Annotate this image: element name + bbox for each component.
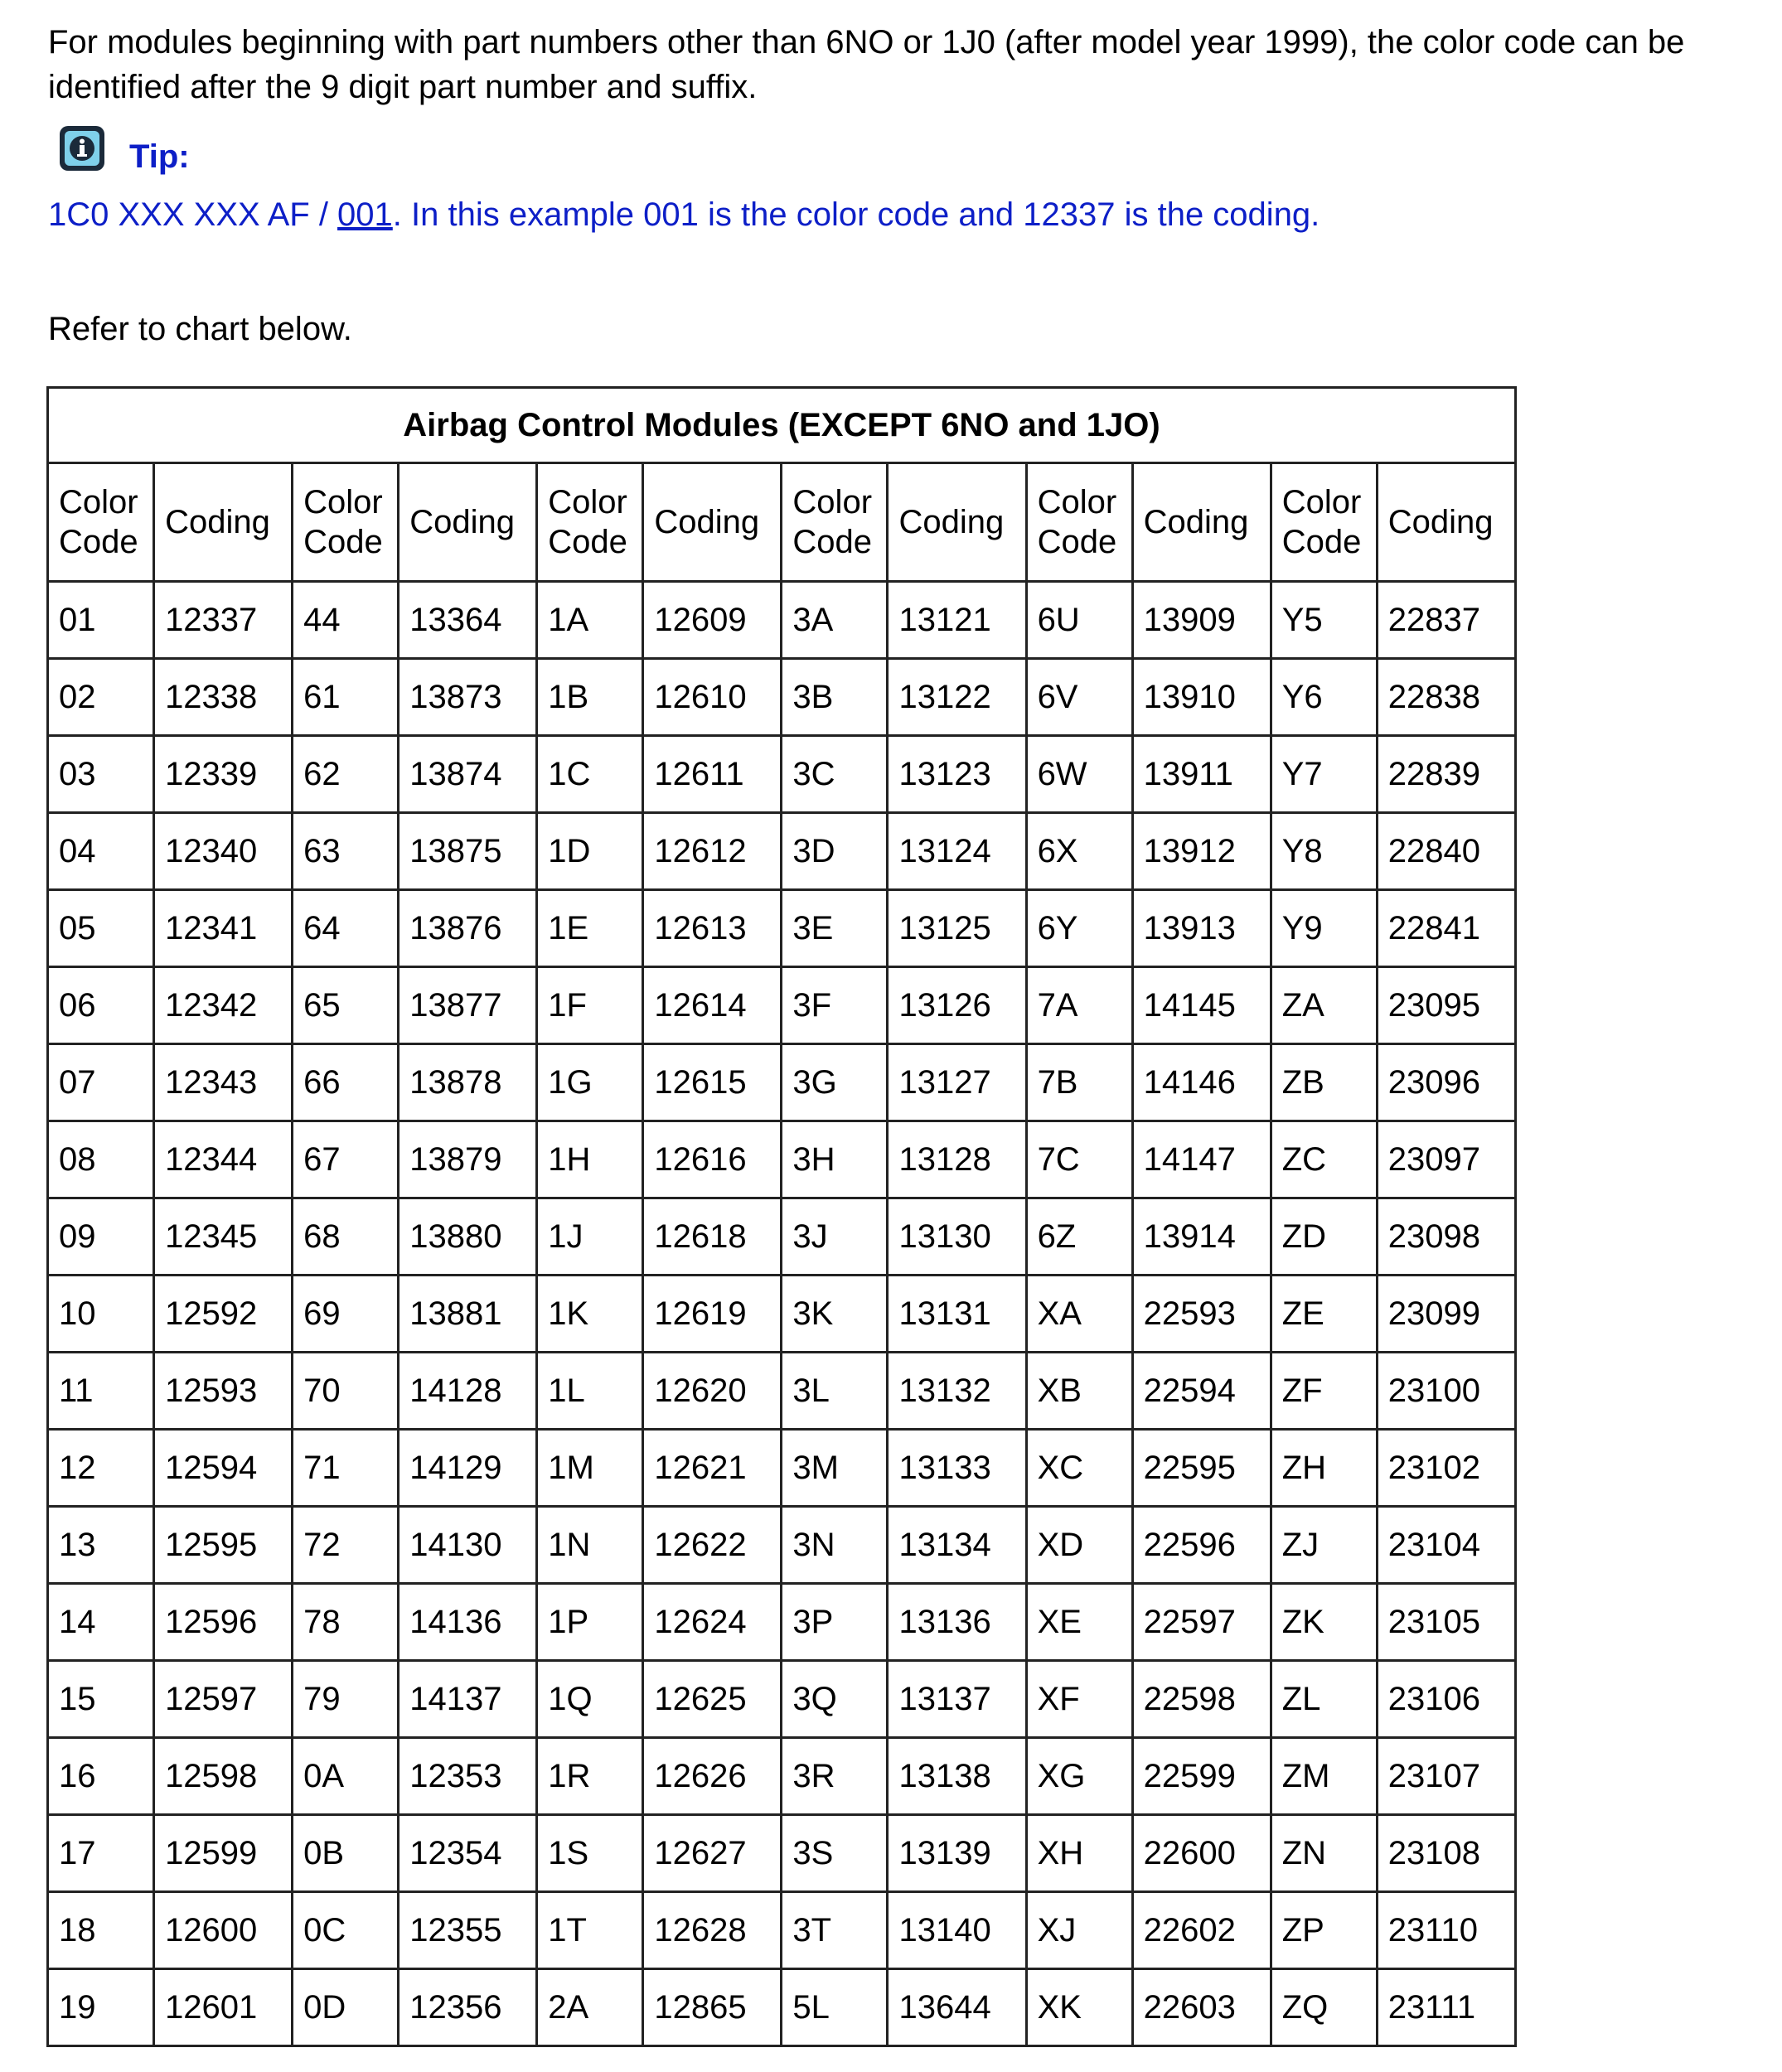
color-code-cell: ZQ — [1271, 1969, 1377, 2046]
color-code-cell: 3P — [782, 1584, 888, 1661]
coding-cell: 13914 — [1132, 1198, 1271, 1276]
table-row — [48, 967, 1516, 1044]
header-color-code-line2: Code — [59, 524, 138, 560]
coding-cell: 12340 — [154, 813, 293, 890]
color-code-cell: 66 — [293, 1044, 399, 1121]
color-code-cell: 16 — [48, 1738, 154, 1815]
coding-cell: 12598 — [154, 1738, 293, 1815]
color-code-cell: XE — [1026, 1584, 1132, 1661]
color-code-cell: 01 — [48, 582, 154, 659]
tip-text-prefix: 1C0 XXX XXX AF / — [48, 196, 338, 233]
coding-cell: 12341 — [154, 890, 293, 967]
color-code-cell: 7B — [1026, 1044, 1132, 1121]
coding-cell: 22841 — [1377, 890, 1515, 967]
coding-cell: 14147 — [1132, 1121, 1271, 1198]
color-code-cell: 1A — [537, 582, 643, 659]
coding-cell: 13137 — [888, 1661, 1026, 1738]
table-row — [48, 1815, 1516, 1892]
coding-cell: 12599 — [154, 1815, 293, 1892]
table-row — [48, 582, 1516, 659]
table-title: Airbag Control Modules (EXCEPT 6NO and 1JO) — [48, 388, 1516, 463]
color-code-cell: ZN — [1271, 1815, 1377, 1892]
color-code-cell: 19 — [48, 1969, 154, 2046]
color-code-cell: 3K — [782, 1276, 888, 1353]
header-color-code — [48, 463, 154, 582]
color-code-cell: 79 — [293, 1661, 399, 1738]
color-code-cell: XD — [1026, 1507, 1132, 1584]
coding-cell: 12343 — [154, 1044, 293, 1121]
coding-cell: 14136 — [399, 1584, 537, 1661]
color-code-cell: 3S — [782, 1815, 888, 1892]
coding-cell: 22602 — [1132, 1892, 1271, 1969]
table-row — [48, 1198, 1516, 1276]
color-code-cell: 6X — [1026, 813, 1132, 890]
color-code-cell: 1L — [537, 1353, 643, 1430]
header-color-code — [1271, 463, 1377, 582]
coding-cell: 14146 — [1132, 1044, 1271, 1121]
color-code-cell: ZJ — [1271, 1507, 1377, 1584]
color-code-cell: 0C — [293, 1892, 399, 1969]
coding-cell: 12339 — [154, 736, 293, 813]
table-row — [48, 1430, 1516, 1507]
coding-cell: 12601 — [154, 1969, 293, 2046]
color-code-cell: 64 — [293, 890, 399, 967]
color-code-cell: 3F — [782, 967, 888, 1044]
color-code-cell: 03 — [48, 736, 154, 813]
intro-paragraph: For modules beginning with part numbers other than 6NO or 1J0 (after model year 1999), the color code can be identified after the 9 digit part number and suffix. — [48, 24, 1685, 105]
coding-cell: 12593 — [154, 1353, 293, 1430]
color-code-cell: XA — [1026, 1276, 1132, 1353]
coding-cell: 12624 — [643, 1584, 782, 1661]
color-code-cell: ZL — [1271, 1661, 1377, 1738]
color-code-cell: 6V — [1026, 659, 1132, 736]
header-color-code — [293, 463, 399, 582]
coding-cell: 22595 — [1132, 1430, 1271, 1507]
color-code-cell: ZE — [1271, 1276, 1377, 1353]
color-code-cell: ZK — [1271, 1584, 1377, 1661]
color-code-cell: ZH — [1271, 1430, 1377, 1507]
coding-cell: 14137 — [399, 1661, 537, 1738]
color-code-cell: 09 — [48, 1198, 154, 1276]
coding-cell: 12338 — [154, 659, 293, 736]
coding-cell: 13125 — [888, 890, 1026, 967]
coding-cell: 12625 — [643, 1661, 782, 1738]
coding-cell: 23108 — [1377, 1815, 1515, 1892]
coding-cell: 23106 — [1377, 1661, 1515, 1738]
coding-cell: 13873 — [399, 659, 537, 736]
coding-cell: 13132 — [888, 1353, 1026, 1430]
color-code-cell: 1J — [537, 1198, 643, 1276]
color-code-cell: 05 — [48, 890, 154, 967]
color-code-cell: 1T — [537, 1892, 643, 1969]
table-row — [48, 1507, 1516, 1584]
coding-cell: 23111 — [1377, 1969, 1515, 2046]
color-code-cell: 6U — [1026, 582, 1132, 659]
info-icon — [58, 124, 106, 172]
color-code-cell: 3G — [782, 1044, 888, 1121]
coding-cell: 23096 — [1377, 1044, 1515, 1121]
color-code-cell: 1N — [537, 1507, 643, 1584]
coding-cell: 12612 — [643, 813, 782, 890]
coding-cell: 12354 — [399, 1815, 537, 1892]
coding-cell: 12616 — [643, 1121, 782, 1198]
coding-cell: 12342 — [154, 967, 293, 1044]
color-code-cell: XG — [1026, 1738, 1132, 1815]
coding-cell: 12626 — [643, 1738, 782, 1815]
color-code-cell: 1B — [537, 659, 643, 736]
color-code-cell: 3Q — [782, 1661, 888, 1738]
table-row — [48, 813, 1516, 890]
color-code-cell: 12 — [48, 1430, 154, 1507]
coding-cell: 23104 — [1377, 1507, 1515, 1584]
coding-cell: 13124 — [888, 813, 1026, 890]
coding-cell: 13910 — [1132, 659, 1271, 736]
table-row — [48, 1353, 1516, 1430]
table-row — [48, 1969, 1516, 2046]
coding-cell: 12627 — [643, 1815, 782, 1892]
color-code-cell: 5L — [782, 1969, 888, 2046]
header-color-code-line1: Color — [59, 484, 138, 520]
header-color-code — [537, 463, 643, 582]
color-code-cell: ZF — [1271, 1353, 1377, 1430]
table-row — [48, 1276, 1516, 1353]
color-code-cell: XK — [1026, 1969, 1132, 2046]
color-code-cell: 13 — [48, 1507, 154, 1584]
color-code-cell: 78 — [293, 1584, 399, 1661]
color-code-cell: 3A — [782, 582, 888, 659]
table-row — [48, 890, 1516, 967]
color-code-cell: ZC — [1271, 1121, 1377, 1198]
coding-cell: 13140 — [888, 1892, 1026, 1969]
color-code-cell: 1E — [537, 890, 643, 967]
coding-cell: 13131 — [888, 1276, 1026, 1353]
color-code-cell: 1K — [537, 1276, 643, 1353]
color-code-cell: 1H — [537, 1121, 643, 1198]
color-code-cell: 02 — [48, 659, 154, 736]
header-color-code-line2: Code — [548, 524, 627, 560]
coding-cell: 12600 — [154, 1892, 293, 1969]
header-color-code-line2: Code — [1281, 524, 1362, 560]
coding-cell: 13879 — [399, 1121, 537, 1198]
coding-cell: 13134 — [888, 1507, 1026, 1584]
color-code-cell: 0B — [293, 1815, 399, 1892]
coding-cell: 12611 — [643, 736, 782, 813]
table-row — [48, 1121, 1516, 1198]
color-code-cell: 7C — [1026, 1121, 1132, 1198]
table-header-row — [48, 463, 1516, 582]
coding-cell: 23100 — [1377, 1353, 1515, 1430]
airbag-coding-table — [46, 386, 1517, 2047]
header-color-code-line1: Color — [1281, 484, 1362, 520]
coding-cell: 13911 — [1132, 736, 1271, 813]
coding-cell: 12355 — [399, 1892, 537, 1969]
coding-cell: 14128 — [399, 1353, 537, 1430]
coding-cell: 22597 — [1132, 1584, 1271, 1661]
table-row — [48, 1661, 1516, 1738]
table-row — [48, 1044, 1516, 1121]
coding-cell: 23098 — [1377, 1198, 1515, 1276]
header-coding: Coding — [399, 463, 537, 582]
coding-cell: 13880 — [399, 1198, 537, 1276]
coding-cell: 12609 — [643, 582, 782, 659]
coding-cell: 12595 — [154, 1507, 293, 1584]
header-color-code-line2: Code — [303, 524, 383, 560]
coding-cell: 22598 — [1132, 1661, 1271, 1738]
coding-cell: 12614 — [643, 967, 782, 1044]
coding-cell: 12597 — [154, 1661, 293, 1738]
coding-cell: 23107 — [1377, 1738, 1515, 1815]
color-code-cell: 3L — [782, 1353, 888, 1430]
header-color-code — [782, 463, 888, 582]
color-code-cell: 1S — [537, 1815, 643, 1892]
color-code-cell: ZD — [1271, 1198, 1377, 1276]
color-code-cell: 17 — [48, 1815, 154, 1892]
color-code-cell: 3R — [782, 1738, 888, 1815]
coding-cell: 13121 — [888, 582, 1026, 659]
coding-cell: 22838 — [1377, 659, 1515, 736]
color-code-cell: 1G — [537, 1044, 643, 1121]
color-code-cell: 3H — [782, 1121, 888, 1198]
tip-text-suffix: . In this example 001 is the color code and 12337 is the coding. — [392, 196, 1320, 233]
color-code-cell: 10 — [48, 1276, 154, 1353]
coding-cell: 22600 — [1132, 1815, 1271, 1892]
coding-cell: 13876 — [399, 890, 537, 967]
coding-cell: 22840 — [1377, 813, 1515, 890]
coding-cell: 13133 — [888, 1430, 1026, 1507]
table-row — [48, 1584, 1516, 1661]
coding-cell: 12865 — [643, 1969, 782, 2046]
header-color-code-line1: Color — [548, 484, 627, 520]
color-code-cell: Y7 — [1271, 736, 1377, 813]
coding-cell: 13139 — [888, 1815, 1026, 1892]
color-code-cell: 72 — [293, 1507, 399, 1584]
color-code-cell: ZP — [1271, 1892, 1377, 1969]
color-code-cell: 3C — [782, 736, 888, 813]
color-code-cell: 08 — [48, 1121, 154, 1198]
coding-cell: 12337 — [154, 582, 293, 659]
coding-cell: 13123 — [888, 736, 1026, 813]
color-code-cell: 67 — [293, 1121, 399, 1198]
coding-cell: 12592 — [154, 1276, 293, 1353]
color-code-cell: 1C — [537, 736, 643, 813]
coding-cell: 12619 — [643, 1276, 782, 1353]
coding-cell: 12610 — [643, 659, 782, 736]
coding-cell: 23102 — [1377, 1430, 1515, 1507]
coding-cell: 13878 — [399, 1044, 537, 1121]
coding-cell: 23105 — [1377, 1584, 1515, 1661]
coding-cell: 12615 — [643, 1044, 782, 1121]
header-coding: Coding — [643, 463, 782, 582]
coding-cell: 23095 — [1377, 967, 1515, 1044]
color-code-cell: 69 — [293, 1276, 399, 1353]
color-code-cell: 07 — [48, 1044, 154, 1121]
color-code-cell: 04 — [48, 813, 154, 890]
header-coding: Coding — [1377, 463, 1515, 582]
header-color-code-line2: Code — [1037, 524, 1117, 560]
color-code-cell: 3M — [782, 1430, 888, 1507]
color-code-cell: 1D — [537, 813, 643, 890]
coding-cell: 22839 — [1377, 736, 1515, 813]
coding-cell: 12345 — [154, 1198, 293, 1276]
tip-color-code: 001 — [337, 196, 393, 233]
color-code-cell: 1P — [537, 1584, 643, 1661]
color-code-cell: 1F — [537, 967, 643, 1044]
header-coding: Coding — [1132, 463, 1271, 582]
coding-cell: 22596 — [1132, 1507, 1271, 1584]
coding-cell: 12344 — [154, 1121, 293, 1198]
coding-cell: 12620 — [643, 1353, 782, 1430]
header-coding: Coding — [154, 463, 293, 582]
coding-cell: 13138 — [888, 1738, 1026, 1815]
color-code-cell: 1R — [537, 1738, 643, 1815]
color-code-cell: 3E — [782, 890, 888, 967]
color-code-cell: Y6 — [1271, 659, 1377, 736]
coding-cell: 13122 — [888, 659, 1026, 736]
coding-cell: 13909 — [1132, 582, 1271, 659]
color-code-cell: 6Y — [1026, 890, 1132, 967]
color-code-cell: 3T — [782, 1892, 888, 1969]
coding-cell: 12596 — [154, 1584, 293, 1661]
color-code-cell: 3B — [782, 659, 888, 736]
coding-cell: 13644 — [888, 1969, 1026, 2046]
header-color-code-line1: Color — [792, 484, 873, 520]
coding-cell: 13364 — [399, 582, 537, 659]
table-row — [48, 1892, 1516, 1969]
coding-cell: 12594 — [154, 1430, 293, 1507]
tip-heading — [58, 119, 190, 177]
tip-label: Tip: — [129, 138, 190, 175]
coding-cell: 12618 — [643, 1198, 782, 1276]
coding-cell: 13136 — [888, 1584, 1026, 1661]
color-code-cell: 44 — [293, 582, 399, 659]
color-code-cell: XC — [1026, 1430, 1132, 1507]
table-row — [48, 736, 1516, 813]
coding-cell: 22603 — [1132, 1969, 1271, 2046]
color-code-cell: 1Q — [537, 1661, 643, 1738]
coding-cell: 12353 — [399, 1738, 537, 1815]
color-code-cell: 3N — [782, 1507, 888, 1584]
coding-cell: 14130 — [399, 1507, 537, 1584]
coding-cell: 22599 — [1132, 1738, 1271, 1815]
refer-text: Refer to chart below. — [48, 311, 352, 347]
color-code-cell: Y9 — [1271, 890, 1377, 967]
coding-cell: 13126 — [888, 967, 1026, 1044]
color-code-cell: 2A — [537, 1969, 643, 2046]
color-code-cell: Y8 — [1271, 813, 1377, 890]
coding-cell: 22593 — [1132, 1276, 1271, 1353]
coding-cell: 13912 — [1132, 813, 1271, 890]
coding-cell: 12356 — [399, 1969, 537, 2046]
coding-cell: 13875 — [399, 813, 537, 890]
color-code-cell: ZM — [1271, 1738, 1377, 1815]
coding-cell: 23097 — [1377, 1121, 1515, 1198]
color-code-cell: 14 — [48, 1584, 154, 1661]
header-color-code-line2: Code — [792, 524, 873, 560]
coding-cell: 13127 — [888, 1044, 1026, 1121]
color-code-cell: 68 — [293, 1198, 399, 1276]
tip-text — [48, 192, 1320, 237]
table-row — [48, 1738, 1516, 1815]
color-code-cell: Y5 — [1271, 582, 1377, 659]
color-code-cell: 6W — [1026, 736, 1132, 813]
coding-cell: 13130 — [888, 1198, 1026, 1276]
color-code-cell: 6Z — [1026, 1198, 1132, 1276]
coding-cell: 13881 — [399, 1276, 537, 1353]
coding-cell: 14129 — [399, 1430, 537, 1507]
color-code-cell: ZA — [1271, 967, 1377, 1044]
coding-cell: 13874 — [399, 736, 537, 813]
coding-cell: 13913 — [1132, 890, 1271, 967]
color-code-cell: 71 — [293, 1430, 399, 1507]
color-code-cell: 1M — [537, 1430, 643, 1507]
color-code-cell: 11 — [48, 1353, 154, 1430]
coding-cell: 23110 — [1377, 1892, 1515, 1969]
color-code-cell: 15 — [48, 1661, 154, 1738]
color-code-cell: ZB — [1271, 1044, 1377, 1121]
color-code-cell: XF — [1026, 1661, 1132, 1738]
color-code-cell: 0A — [293, 1738, 399, 1815]
coding-cell: 23099 — [1377, 1276, 1515, 1353]
color-code-cell: 70 — [293, 1353, 399, 1430]
coding-cell: 13877 — [399, 967, 537, 1044]
color-code-cell: XB — [1026, 1353, 1132, 1430]
coding-cell: 12622 — [643, 1507, 782, 1584]
color-code-cell: 7A — [1026, 967, 1132, 1044]
table-body — [48, 582, 1516, 2046]
table-row — [48, 659, 1516, 736]
header-color-code-line1: Color — [1037, 484, 1117, 520]
header-color-code — [1026, 463, 1132, 582]
coding-cell: 12628 — [643, 1892, 782, 1969]
header-color-code-line1: Color — [303, 484, 383, 520]
coding-cell: 14145 — [1132, 967, 1271, 1044]
color-code-cell: 3J — [782, 1198, 888, 1276]
coding-cell: 12613 — [643, 890, 782, 967]
coding-cell: 13128 — [888, 1121, 1026, 1198]
color-code-cell: 18 — [48, 1892, 154, 1969]
coding-cell: 12621 — [643, 1430, 782, 1507]
coding-cell: 22837 — [1377, 582, 1515, 659]
color-code-cell: 06 — [48, 967, 154, 1044]
coding-cell: 22594 — [1132, 1353, 1271, 1430]
color-code-cell: 63 — [293, 813, 399, 890]
color-code-cell: 61 — [293, 659, 399, 736]
color-code-cell: 62 — [293, 736, 399, 813]
header-coding: Coding — [888, 463, 1026, 582]
color-code-cell: 0D — [293, 1969, 399, 2046]
color-code-cell: 3D — [782, 813, 888, 890]
color-code-cell: 65 — [293, 967, 399, 1044]
color-code-cell: XH — [1026, 1815, 1132, 1892]
color-code-cell: XJ — [1026, 1892, 1132, 1969]
